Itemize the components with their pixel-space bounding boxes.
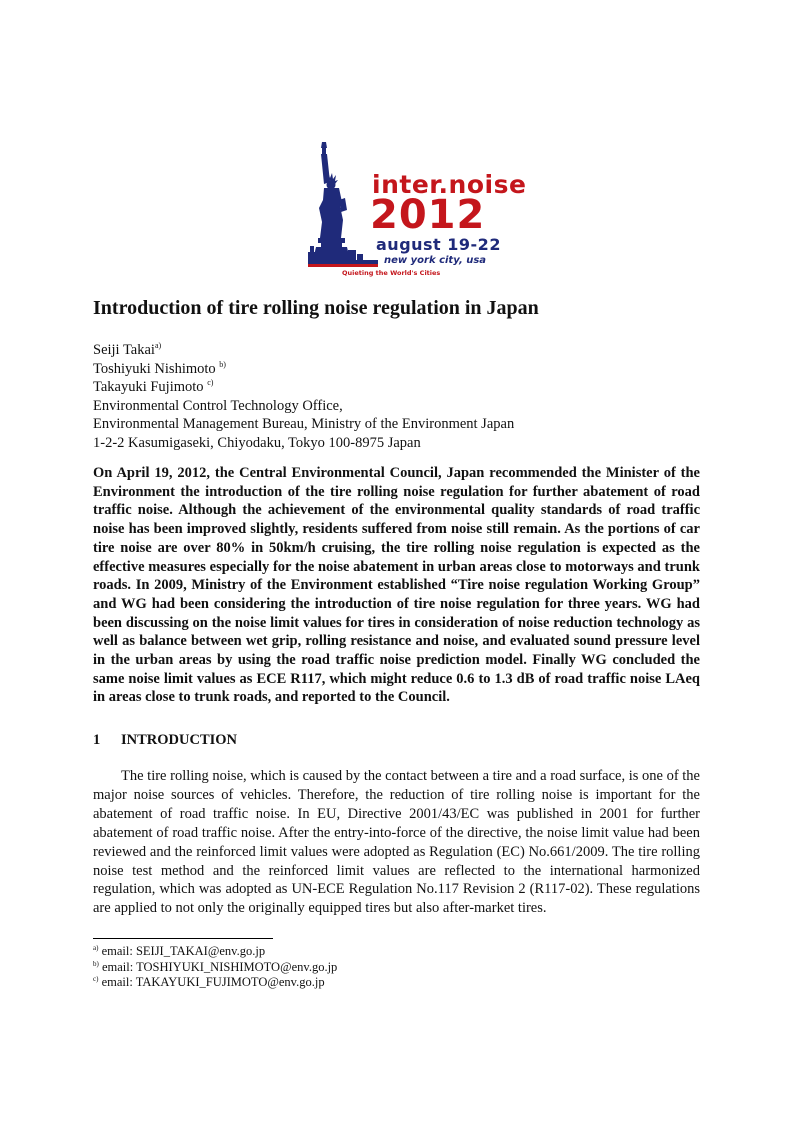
footnote-divider — [93, 938, 273, 939]
footnote-b: $^{b)}$ email: TOSHIYUKI_NISHIMOTO@env.go.jp — [93, 959, 338, 974]
logo-tagline: Quieting the World's Cities — [342, 269, 441, 277]
author-2: Toshiyuki Nishimoto $^{b)}$ — [93, 359, 226, 377]
abstract: On April 19, 2012, the Central Environmental Council, Japan recommended the Minister of the Environment the introduction of the tire rolling noise regulation for further abatement of road traffic noise. Although the achievement of the environmental quality standards of road traffic noise has been improved slightly, residents suffered from noise still remain. As the portions of car tire noise are over 80% in 50km/h cruising, the tire rolling noise regulation is expected as the effective measures especially for the noise abatement in urban areas close to motorways and trunk roads. In 2009, Ministry of the Environment established “Tire noise regulation Working Group” and WG had been considering the introduction of tire noise regulation for three years. WG had been discussing on the noise limit values for tires in consideration of noise reduction technology as well as balance between wet grip, rolling resistance and noise, and evaluated sound pressure level in the urban areas by using the road traffic noise prediction model. Finally WG concluded the same noise limit values as ECE R117, which might reduce 0.6 to 1.3 dB of road traffic noise LAeq in areas close to trunk roads, and reported to the Council. — [93, 465, 700, 706]
affiliation-line-2: Environmental Management Bureau, Ministry of the Environment Japan — [93, 416, 515, 432]
footnotes — [93, 944, 337, 991]
body-paragraph: The tire rolling noise, which is caused by the contact between a tire and a road surface, is one of the major noise sources of vehicles. Therefore, the reduction of tire rolling noise is important for the abatement of road traffic noise. In EU, Directive 2001/43/EC was published in 2001 for further abatement of road traffic noise. After the entry-into-force of the directive, the noise limit value had been reviewed and the reinforced limit values were adopted as Regulation (EC) No.661/2009. The tire rolling noise test method and the reinforced limit values are reflected to the international harmonized regulation, which was adopted as UN-ECE Regulation No.117 Revision 2 (R117-02). These regulations are applied to not only the originally equipped tires but also after-market tires. — [93, 768, 700, 917]
author-1: Seiji Takai$^{a)}$ — [93, 341, 162, 358]
author-block — [93, 341, 514, 452]
section-heading — [93, 732, 237, 749]
affiliation-line-1: Environmental Control Technology Office, — [93, 397, 343, 414]
footnote-c: $^{c)}$ email: TAKAYUKI_FUJIMOTO@env.go.jp — [93, 975, 325, 990]
logo-text-year: 2012 — [370, 192, 486, 238]
logo-text-dates: august 19-22 — [376, 235, 501, 254]
footnote-a: $^{a)}$ email: SEIJI_TAKAI@env.go.jp — [93, 944, 266, 958]
logo-text-location: new york city, usa — [384, 255, 487, 266]
section-title: INTRODUCTION — [121, 732, 238, 748]
author-3: Takayuki Fujimoto $^{c)}$ — [93, 378, 214, 395]
paper-title: Introduction of tire rolling noise regulation in Japan — [93, 297, 539, 319]
section-number: 1 — [93, 732, 101, 748]
affiliation-line-3: 1-2-2 Kasumigaseki, Chiyodaku, Tokyo 100-8975 Japan — [93, 434, 421, 451]
logo-text-inter-noise: inter.noise — [372, 170, 527, 199]
statue-of-liberty-icon — [308, 142, 378, 270]
conference-logo — [308, 142, 527, 278]
